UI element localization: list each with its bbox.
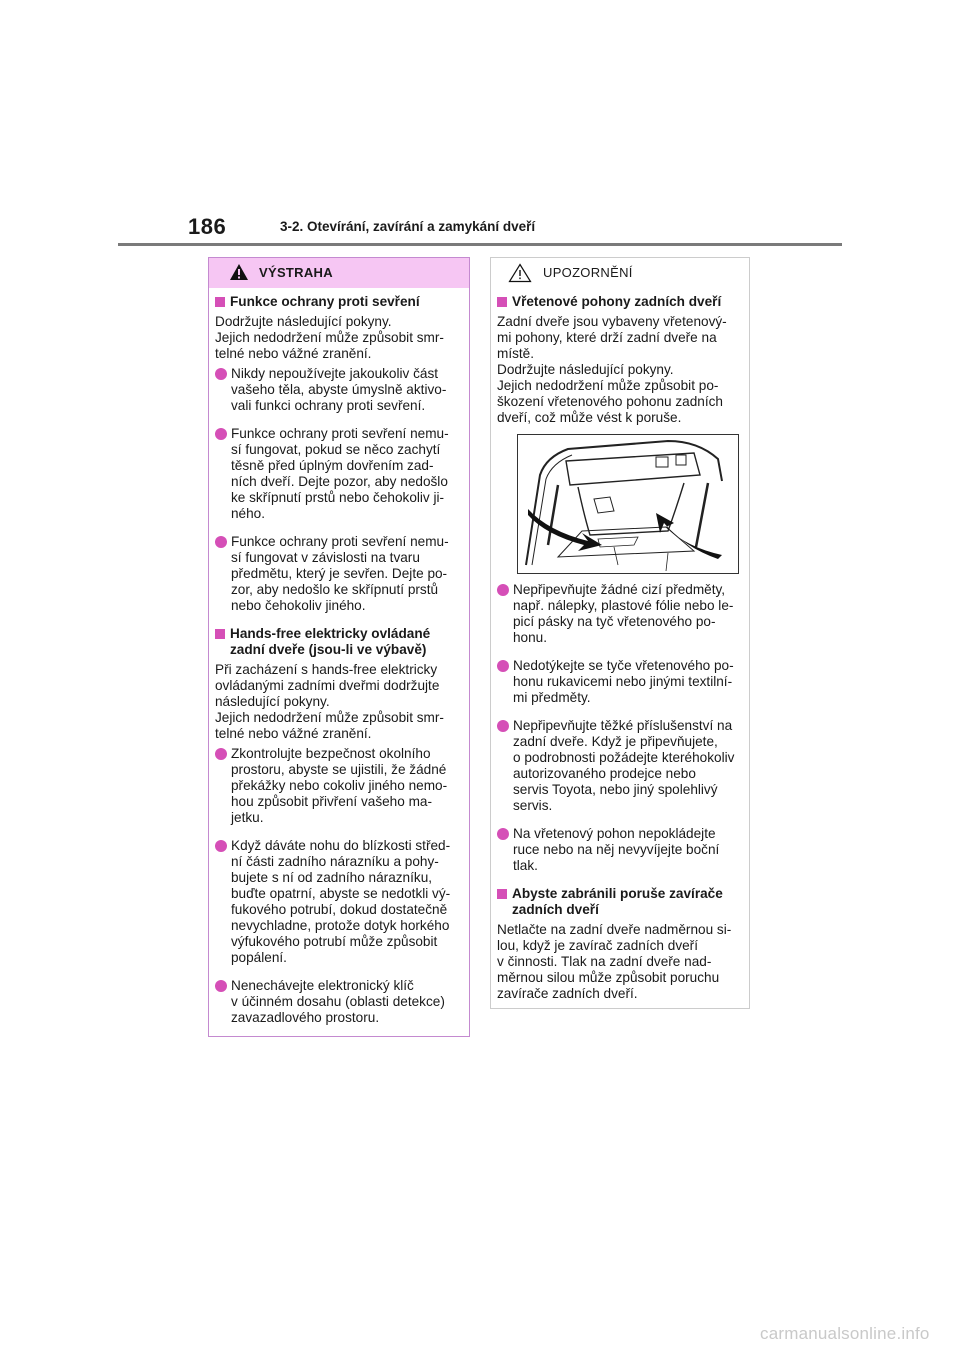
caution-box [490,257,750,1009]
warning-triangle-icon [229,263,249,281]
intro-paragraph: Při zacházení s hands-free elektricky ovládanými zadními dveřmi dodržujte následující pokyny. Jejich nedodržení může způsobit smr- telné nebo vážné zranění. [215,662,444,741]
round-bullet-icon [215,536,227,548]
subsection-title: Funkce ochrany proti sevření [215,294,463,310]
intro-paragraph: Dodržujte následující pokyny. Jejich nedodržení může způsobit smr- telné nebo vážné zranění. [215,314,444,361]
caution-header [491,258,749,288]
square-bullet-icon [215,297,225,307]
caution-body [491,288,749,1002]
warning-header [209,258,469,288]
header-rule [118,243,842,246]
section-title: 3-2. Otevírání, zavírání a zamykání dveří [280,219,536,234]
list-item: Nedotýkejte se tyče vřetenového po- honu rukavicemi nebo jinými textilní- mi předměty. [497,658,743,706]
intro-paragraph: Zadní dveře jsou vybaveny vřetenový- mi pohony, které drží zadní dveře na místě. Dodržujte následující pokyny. Jejich nedodržení může způsobit po- škození vřetenového pohonu zadních dveří, což může vést k poruše. [497,314,727,425]
round-bullet-icon [215,368,227,380]
warning-label: VÝSTRAHA [259,265,333,280]
square-bullet-icon [497,889,507,899]
tailgate-strut-drawing [518,435,738,573]
square-bullet-icon [497,297,507,307]
list-item: Když dáváte nohu do blízkosti střed- ní části zadního nárazníku a pohy- bujete s ní od zadního nárazníku, buďte opatrní, abyste se nedotkli vý- fukového potrubí, dokud dostatečně nevychladne, protože dotyk horkého výfukového potrubí může způsobit popálení. [215,838,463,966]
round-bullet-icon [497,828,509,840]
warning-box [208,257,470,1037]
round-bullet-icon [215,840,227,852]
round-bullet-icon [215,428,227,440]
round-bullet-icon [497,584,509,596]
list-item: Zkontrolujte bezpečnost okolního prostoru, abyste se ujistili, že žádné překážky nebo cokoliv jiného nemo- hou způsobit přivření vašeho ma- jetku. [215,746,463,826]
round-bullet-icon [497,720,509,732]
caution-label: UPOZORNĚNÍ [543,265,633,280]
intro-paragraph: Netlačte na zadní dveře nadměrnou si- lou, když je zavírač zadních dveří v činnosti. Tlak na zadní dveře nad- měrnou silou může způsobit poruchu zavírače zadních dveří. [497,922,732,1001]
list-item: Nepřipevňujte těžké příslušenství na zadní dveře. Když je připevňujete, o podrobnosti požádejte kteréhokoliv autorizovaného prodejce nebo servis Toyota, nebo jiný spolehlivý servis. [497,718,743,814]
round-bullet-icon [497,660,509,672]
page-header [118,214,842,248]
round-bullet-icon [215,748,227,760]
subsection-title: Hands-free elektricky ovládané zadní dveře (jsou-li ve výbavě) [215,626,463,658]
list-item: Funkce ochrany proti sevření nemu- sí fungovat v závislosti na tvaru předmětu, který je sevřen. Dejte po- zor, aby nedošlo ke skřípnutí prstů nebo čehokoliv jiného. [215,534,463,614]
watermark: carmanualsonline.info [760,1324,930,1343]
list-item: Funkce ochrany proti sevření nemu- sí fungovat, pokud se něco zachytí těsně před úplným dovřením zad- ních dveří. Dejte pozor, aby nedošlo ke skřípnutí prstů nebo čehokoliv ji- ného. [215,426,463,522]
round-bullet-icon [215,980,227,992]
square-bullet-icon [215,629,225,639]
tailgate-strut-illustration [517,434,739,574]
list-item: Nepřipevňujte žádné cizí předměty, např. nálepky, plastové fólie nebo le- picí pásky na tyč vřetenového po- honu. [497,582,743,646]
list-item: Nenechávejte elektronický klíč v účinném dosahu (oblasti detekce) zavazadlového prostoru. [215,978,463,1026]
subsection-title: Abyste zabránili poruše zavírače zadních dveří [497,886,743,918]
warning-body [209,288,469,1026]
page-number: 186 [188,214,227,239]
subsection-title: Vřetenové pohony zadních dveří [497,294,743,310]
caution-triangle-icon [508,263,532,283]
list-item: Na vřetenový pohon nepokládejte ruce nebo na něj nevyvíjejte boční tlak. [497,826,743,874]
list-item: Nikdy nepoužívejte jakoukoliv část vašeho těla, abyste úmyslně aktivo- vali funkci ochrany proti sevření. [215,366,463,414]
